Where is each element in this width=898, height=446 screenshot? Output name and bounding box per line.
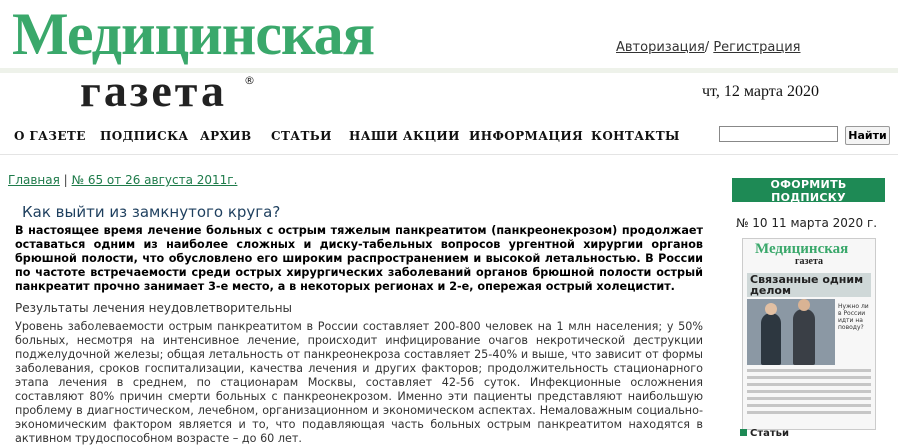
cover-logo-subtitle: газета	[795, 256, 824, 267]
cover-text-lines	[747, 369, 871, 418]
cover-person-left-head	[765, 303, 777, 315]
subscribe-button[interactable]: ОФОРМИТЬ ПОДПИСКУ	[732, 178, 885, 202]
nav-item-articles[interactable]: СТАТЬИ	[271, 129, 332, 143]
nav-item-promotions[interactable]: НАШИ АКЦИИ	[349, 129, 460, 143]
cover-person-right	[793, 309, 815, 365]
cover-logo: Медицинская	[755, 241, 849, 257]
auth-links	[616, 40, 801, 55]
article-title: Как выйти из замкнутого круга?	[22, 203, 281, 221]
nav-divider	[0, 154, 898, 155]
current-issue-label[interactable]: № 10 11 марта 2020 г.	[736, 216, 878, 230]
logo-title[interactable]: Медицинская	[12, 1, 375, 67]
logo-registered-mark: ®	[244, 74, 255, 87]
issue-cover[interactable]	[742, 238, 876, 430]
article-body: Уровень заболеваемости острым панкреатитом в России составляет 200-800 человек на 1 млн населения; у 50% больных, несмотря на интенсивное лечение, происходит инфицирование очагов некротической деструкции поджелудочной железы; общая летальность от панкреонекроза составляет 25-40% и выше, что зависит от формы заболевания, сроков госпитализации, качества лечения и других факторов; продолжительность стационарного этапа лечения в среднем, по стационарам Москвы, составляет 42-56 суток. Инфекционные осложнения составляют 80% причин смерти больных с панкреонекрозом. Именно эти пациенты представляют наибольшую проблему в диагностическом, лечебном, организационном и экономическом аспектах. Немаловажным социально-экономическим фактором является и то, что подавляющая часть больных острым панкреатитом находятся в активном трудоспособном возрасте – до 60 лет.	[15, 320, 703, 445]
cover-headline: Связанные одним делом	[747, 273, 871, 297]
breadcrumb	[8, 173, 237, 187]
cover-person-left	[761, 313, 781, 365]
nav-item-subscription[interactable]: ПОДПИСКА	[100, 129, 189, 143]
nav-item-archive[interactable]: АРХИВ	[200, 129, 252, 143]
breadcrumb-issue-link[interactable]: № 65 от 26 августа 2011г.	[71, 173, 238, 187]
rubric-label: Статьи	[750, 428, 790, 439]
nav-item-about[interactable]: О ГАЗЕТЕ	[14, 129, 86, 143]
nav-item-information[interactable]: ИНФОРМАЦИЯ	[469, 129, 584, 143]
cover-person-right-head	[798, 299, 810, 311]
search-button[interactable]: Найти	[845, 126, 890, 145]
login-link[interactable]: Авторизация	[616, 40, 705, 55]
article-lead: В настоящее время лечение больных с острым тяжелым панкреатитом (панкреонекрозом) продолжает оставаться одним из наиболее сложных и диску-табельных вопросов ургентной хирургии органов брюшной полости, что обусловлено его широким распространением и высокой летальностью. В России по частоте встречаемости среди острых хирургических заболеваний органов брюшной полости острый панкреатит прочно занимает 3-е место, а в некоторых регионах и 2-е, опережая острый холецистит.	[15, 224, 703, 293]
logo-subtitle[interactable]: газета	[80, 65, 227, 116]
article-subheading: Результаты лечения неудовлетворительны	[15, 301, 293, 315]
site-header	[0, 0, 898, 118]
breadcrumb-home-link[interactable]: Главная	[8, 173, 60, 187]
breadcrumb-separator: |	[63, 173, 68, 187]
search-input[interactable]	[719, 126, 838, 142]
cover-photo	[747, 299, 835, 365]
register-link[interactable]: Регистрация	[713, 40, 801, 55]
auth-separator: /	[704, 40, 710, 55]
cover-side-text: Нужно ли в России идти на поводу?	[838, 303, 869, 331]
rubric-square-icon	[740, 429, 747, 436]
current-date: чт, 12 марта 2020	[702, 83, 820, 100]
nav-item-contacts[interactable]: КОНТАКТЫ	[591, 129, 680, 143]
